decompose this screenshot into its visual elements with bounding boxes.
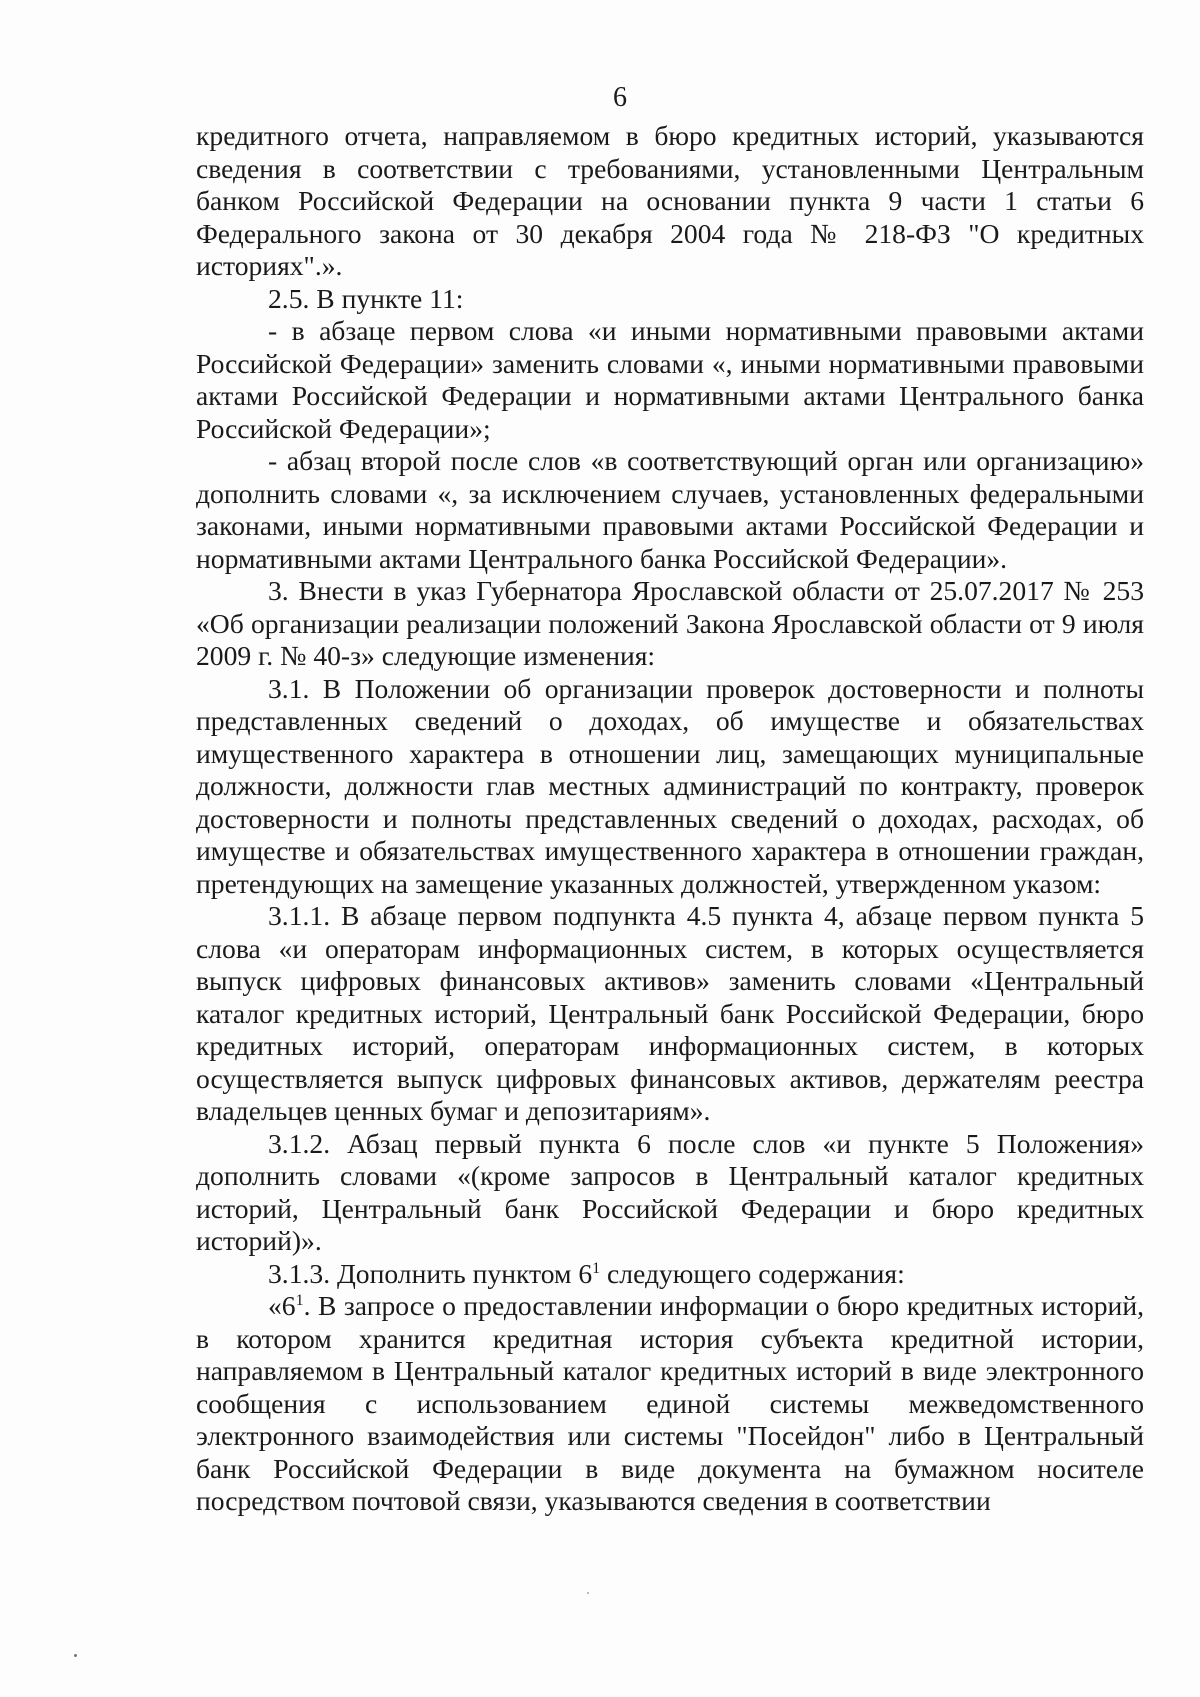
paragraph-3-1-2: 3.1.2. Абзац первый пункта 6 после слов «и пункте 5 Положения» дополнить словами «(кроме запросов в Центральный каталог кредитных историй, Центральный банк Российской Федерации и бюро кредитных историй)». — [196, 1127, 1144, 1256]
page-number: 6 — [613, 82, 627, 113]
paragraph-2-5-item-2: - абзац второй после слов «в соответствующий орган или организацию» дополнить словами «, за исключением случаев, установленных федеральными законами, иными нормативными правовыми актами Российской Федерации и нормативными актами Центрального банка Российской Федерации». — [196, 445, 1144, 574]
paragraph-2-5: 2.5. В пункте 11: — [268, 282, 464, 314]
paragraph-3-1-1: 3.1.1. В абзаце первом подпункта 4.5 пункта 4, абзаце первом пункта 5 слова «и операторам информационных систем, в которых осуществляется выпуск цифровых финансовых активов» заменить словами «Центральный каталог кредитных историй, Центральный банк Российской Федерации, бюро кредитных историй, операторам информационных систем, в которых осуществляется выпуск цифровых финансовых активов, держателям реестра владельцев ценных бумаг и депозитариям». — [196, 900, 1144, 1126]
paragraph-3-1: 3.1. В Положении об организации проверок достоверности и полноты представленных сведений о доходах, об имуществе и обязательствах имущественного характера в отношении лиц, замещающих муниципальные должности, должности глав местных администраций по контракту, проверок достоверности и полноты представленных сведений о доходах, расходах, об имуществе и обязательствах имущественного характера в отношении граждан, претендующих на замещение указанных должностей, утвержденном указом: — [196, 672, 1144, 899]
paragraph-3: 3. Внести в указ Губернатора Ярославской области от 25.07.2017 № 253 «Об организации реализации положений Закона Ярославской области от 9 июля 2009 г. № 40-з» следующие изменения: — [196, 575, 1144, 671]
paragraph-6-1 — [196, 1290, 1144, 1518]
superscript-1: 1 — [592, 1259, 601, 1277]
paragraph-2-5-item-1: - в абзаце первом слова «и иными нормативными правовыми актами Российской Федерации» заменить словами «, иными нормативными правовыми актами Российской Федерации и нормативными актами Центрального банка Российской Федерации»; — [196, 315, 1144, 444]
paragraph-6-1-after: . В запросе о предоставлении информации о бюро кредитных историй, в котором хранится кредитная история субъекта кредитной истории, направляемом в Центральный каталог кредитных историй в виде электронного сообщения с использованием единой системы межведомственного электронного взаимодействия или системы "Посейдон" либо в Центральный банк Российской Федерации в виде документа на бумажном носителе посредством почтовой связи, указываются сведения в соответствии — [196, 1290, 1144, 1516]
scan-speck — [587, 1592, 589, 1594]
document-body — [196, 120, 1144, 1518]
scan-speck — [74, 1654, 77, 1657]
paragraph-6-1-before: «6 — [268, 1290, 296, 1321]
paragraph-3-1-3 — [196, 1258, 1144, 1291]
paragraph-continuation: кредитного отчета, направляемом в бюро кредитных историй, указываются сведения в соответствии с требованиями, установленными Центральным банком Российской Федерации на основании пункта 9 части 1 статьи 6 Федерального закона от 30 декабря 2004 года № 218-ФЗ "О кредитных историях".». — [196, 120, 1144, 281]
paragraph-3-1-3-after: следующего содержания: — [600, 1257, 905, 1289]
superscript-1: 1 — [295, 1291, 304, 1309]
paragraph-3-1-3-before: 3.1.3. Дополнить пунктом 6 — [268, 1257, 593, 1289]
